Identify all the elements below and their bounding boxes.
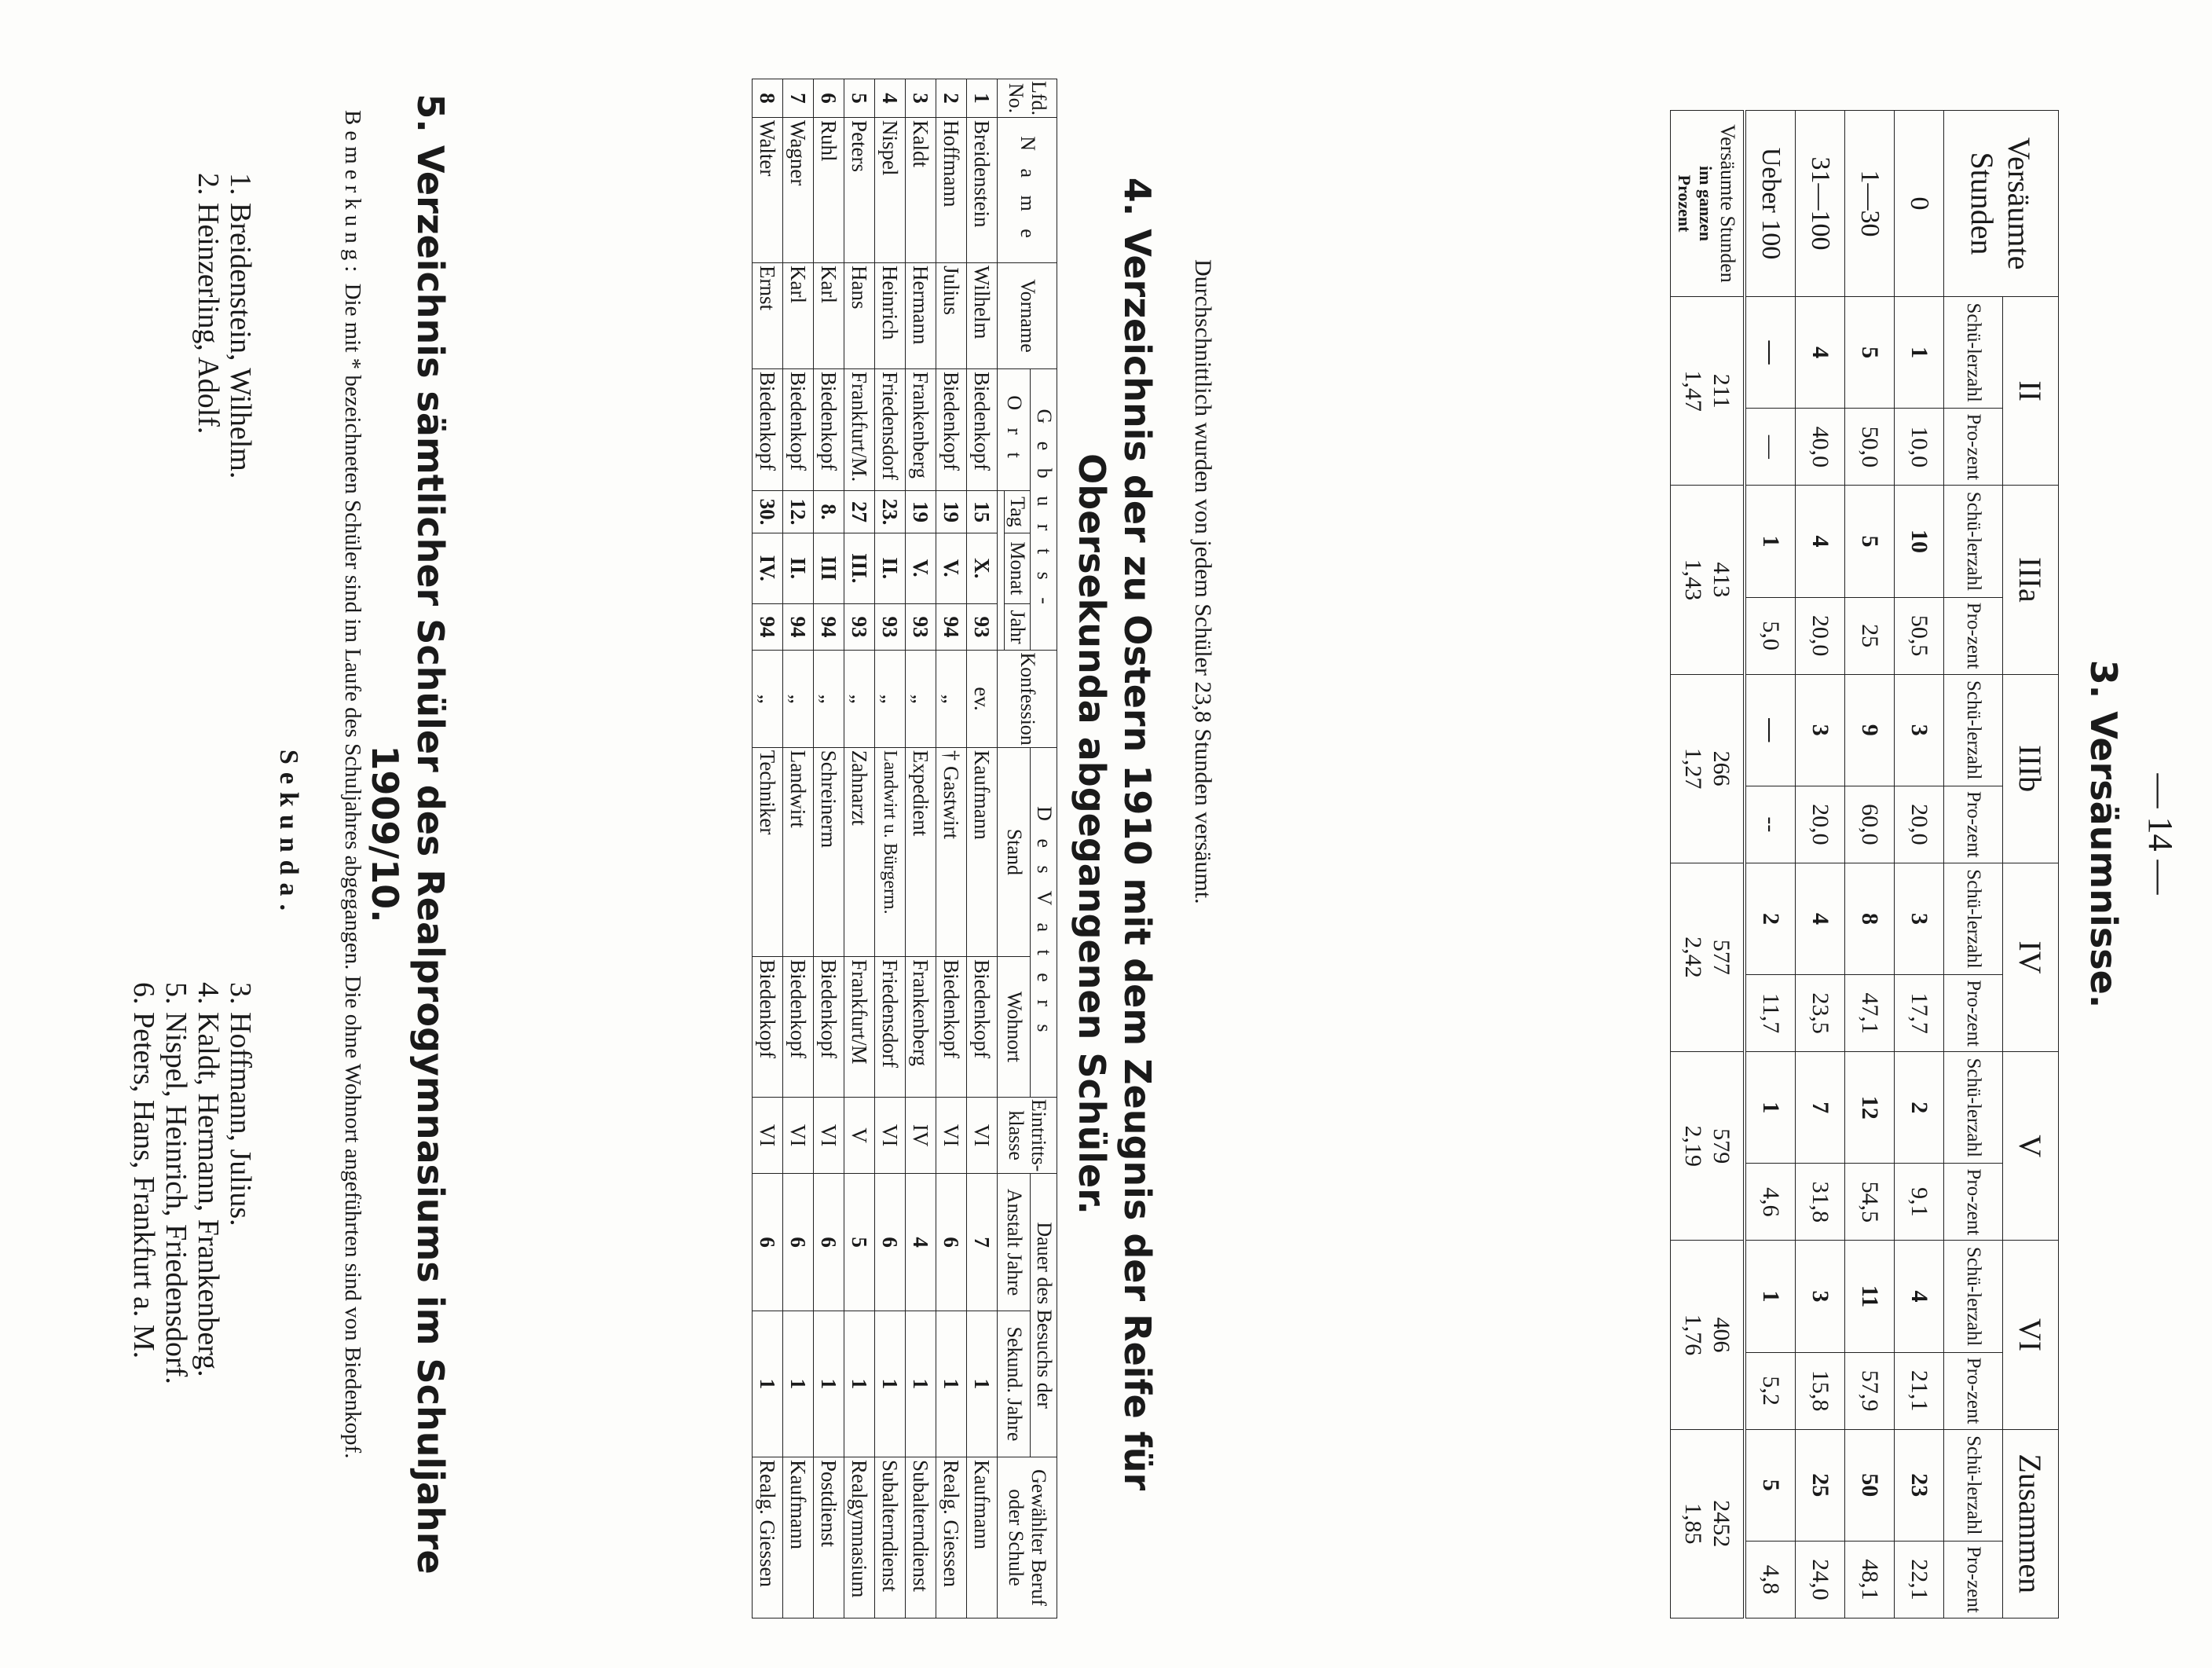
father-residence: Friedensdorf bbox=[874, 957, 905, 1098]
total-cell bbox=[1671, 674, 1745, 863]
remark-label: Bemerkung: bbox=[340, 110, 365, 278]
group-header: IV bbox=[2003, 863, 2059, 1051]
count-cell: 4 bbox=[1796, 863, 1845, 974]
count-cell: 23 bbox=[1895, 1429, 1944, 1541]
confession: „ bbox=[844, 651, 874, 747]
percent-cell: 22,1 bbox=[1895, 1541, 1944, 1618]
confession: „ bbox=[874, 651, 905, 747]
father-header: D e s V a t e r s bbox=[1031, 747, 1057, 1097]
count-cell: 3 bbox=[1796, 674, 1845, 786]
row-number: 1 bbox=[966, 79, 997, 118]
count-cell: 50 bbox=[1845, 1429, 1895, 1541]
percent-subheader: Pro-zent bbox=[1944, 786, 2003, 863]
absence-row bbox=[1845, 111, 1895, 1619]
percent-cell: 31,8 bbox=[1796, 1164, 1845, 1241]
percent-cell: 20,0 bbox=[1895, 786, 1944, 863]
entry-class: VI bbox=[752, 1097, 782, 1173]
years-sekunda: 1 bbox=[966, 1311, 997, 1457]
entry-class: VI bbox=[874, 1097, 905, 1173]
percent-cell: 11,7 bbox=[1745, 975, 1796, 1052]
birth-place: Biedenkopf bbox=[813, 369, 844, 491]
group-header: IIIa bbox=[2003, 486, 2059, 674]
first-name: Karl bbox=[813, 263, 844, 369]
absence-header-row bbox=[2003, 111, 2059, 1619]
graduate-row bbox=[936, 79, 966, 1619]
student-entry: 3. Hoffmann, Julius. bbox=[224, 982, 257, 1226]
monat-header: Monat bbox=[1004, 533, 1031, 603]
father-residence: Biedenkopf bbox=[782, 957, 813, 1098]
chosen-career: Subalterndienst bbox=[874, 1457, 905, 1619]
percent-cell: 4,6 bbox=[1745, 1164, 1796, 1241]
absence-row bbox=[1895, 111, 1944, 1619]
graduates-table bbox=[752, 79, 1057, 1619]
father-residence: Biedenkopf bbox=[936, 957, 966, 1098]
percent-cell: 25 bbox=[1845, 597, 1895, 674]
father-residence: Biedenkopf bbox=[752, 957, 782, 1098]
count-cell: 1 bbox=[1745, 486, 1796, 597]
chosen-career: Subalterndienst bbox=[905, 1457, 936, 1619]
row-label: Ueber 100 bbox=[1745, 111, 1796, 297]
chosen-career: Realgymnasium bbox=[844, 1457, 874, 1619]
row-number: 7 bbox=[782, 79, 813, 118]
years-school: 6 bbox=[782, 1174, 813, 1311]
first-name: Wilhelm bbox=[966, 263, 997, 369]
total-percent: 2,19 bbox=[1680, 1125, 1706, 1167]
totals-label bbox=[1671, 111, 1745, 297]
percent-cell: 47,1 bbox=[1845, 975, 1895, 1052]
stand-header: Stand bbox=[997, 747, 1031, 956]
student-name: Peters bbox=[844, 118, 874, 263]
years-sekunda: 1 bbox=[752, 1311, 782, 1457]
first-name: Hermann bbox=[905, 263, 936, 369]
count-cell: 1 bbox=[1745, 1241, 1796, 1352]
group-header: Zusammen bbox=[2003, 1429, 2059, 1618]
student-entry: 6. Peters, Hans, Frankfurt a. M. bbox=[126, 982, 160, 1359]
graduate-row bbox=[813, 79, 844, 1619]
years-school: 6 bbox=[874, 1174, 905, 1311]
total-cell bbox=[1671, 1052, 1745, 1241]
count-cell: 2 bbox=[1745, 863, 1796, 974]
first-name: Julius bbox=[936, 263, 966, 369]
graduate-row bbox=[966, 79, 997, 1619]
birth-place: Biedenkopf bbox=[782, 369, 813, 491]
totals-sub-a: im ganzen bbox=[1695, 166, 1716, 241]
birth-place: Frankfurt/M. bbox=[844, 369, 874, 491]
father-occupation: Expedient bbox=[905, 747, 936, 956]
years-sekunda: 1 bbox=[782, 1311, 813, 1457]
percent-cell: 4,8 bbox=[1745, 1541, 1796, 1618]
count-cell: 8 bbox=[1845, 863, 1895, 974]
entry-class: IV bbox=[905, 1097, 936, 1173]
count-cell: 5 bbox=[1845, 486, 1895, 597]
row-number: 8 bbox=[752, 79, 782, 118]
chosen-career: Realg. Giessen bbox=[936, 1457, 966, 1619]
group-header: VI bbox=[2003, 1241, 2059, 1429]
birth-year: 94 bbox=[752, 603, 782, 651]
birth-place: Biedenkopf bbox=[936, 369, 966, 491]
sekund-header: Sekund. Jahre bbox=[997, 1311, 1031, 1457]
years-sekunda: 1 bbox=[874, 1311, 905, 1457]
first-name: Karl bbox=[782, 263, 813, 369]
graduate-row bbox=[905, 79, 936, 1619]
birth-place: Biedenkopf bbox=[752, 369, 782, 491]
lfd-header: Lfd. No. bbox=[997, 79, 1057, 118]
group-header: IIIb bbox=[2003, 674, 2059, 863]
konf-header: Konfession bbox=[997, 651, 1057, 747]
section-5-title: 5. Verzeichnis sämtlicher Schüler des Realprogymnasiums im Schuljahre 1909/10. bbox=[364, 93, 452, 1575]
percent-cell: 5,2 bbox=[1745, 1352, 1796, 1429]
years-sekunda: 1 bbox=[905, 1311, 936, 1457]
total-hours: 211 bbox=[1708, 373, 1734, 409]
group-header: II bbox=[2003, 297, 2059, 486]
ort-header: O r t bbox=[997, 369, 1031, 491]
wohnort-header: Wohnort bbox=[997, 957, 1031, 1098]
total-percent: 1,85 bbox=[1680, 1503, 1706, 1545]
confession: „ bbox=[752, 651, 782, 747]
percent-cell: 20,0 bbox=[1796, 786, 1845, 863]
absence-totals-row bbox=[1671, 111, 1745, 1619]
row-number: 3 bbox=[905, 79, 936, 118]
count-subheader: Schü-lerzahl bbox=[1944, 297, 2003, 409]
row-label: 0 bbox=[1895, 111, 1944, 297]
total-hours: 577 bbox=[1708, 939, 1734, 975]
total-cell bbox=[1671, 1429, 1745, 1618]
father-residence: Frankenberg bbox=[905, 957, 936, 1098]
percent-subheader: Pro-zent bbox=[1944, 1541, 2003, 1618]
totals-label-text: Versäumte Stunden bbox=[1716, 124, 1739, 283]
percent-subheader: Pro-zent bbox=[1944, 409, 2003, 486]
row-number: 2 bbox=[936, 79, 966, 118]
father-occupation: Landwirt u. Bürgerm. bbox=[874, 747, 905, 956]
total-cell bbox=[1671, 1241, 1745, 1429]
confession: „ bbox=[936, 651, 966, 747]
student-name: Breidenstein bbox=[966, 118, 997, 263]
student-name: Hoffmann bbox=[936, 118, 966, 263]
father-occupation: Techniker bbox=[752, 747, 782, 956]
count-cell: 3 bbox=[1796, 1241, 1845, 1352]
percent-cell: 48,1 bbox=[1845, 1541, 1895, 1618]
birth-day: 27 bbox=[844, 491, 874, 533]
birth-day: 8. bbox=[813, 491, 844, 533]
percent-cell: 54,5 bbox=[1845, 1164, 1895, 1241]
birth-year: 93 bbox=[874, 603, 905, 651]
total-hours: 2452 bbox=[1708, 1500, 1734, 1548]
count-cell: 9 bbox=[1845, 674, 1895, 786]
count-cell: 10 bbox=[1895, 486, 1944, 597]
graduate-row bbox=[752, 79, 782, 1619]
percent-cell: 17,7 bbox=[1895, 975, 1944, 1052]
count-cell: 12 bbox=[1845, 1052, 1895, 1164]
years-school: 6 bbox=[752, 1174, 782, 1311]
section-4-title: 4. Verzeichnis der zu Ostern 1910 mit dem Zeugnis der Reife für Obersekunda abgegangenen Schüler. bbox=[1071, 177, 1159, 1491]
student-entry: 1. Breidenstein, Wilhelm. bbox=[224, 173, 257, 479]
birth-month: V. bbox=[936, 533, 966, 603]
count-subheader: Schü-lerzahl bbox=[1944, 1429, 2003, 1541]
birth-month: IV. bbox=[752, 533, 782, 603]
confession: ev. bbox=[966, 651, 997, 747]
percent-subheader: Pro-zent bbox=[1944, 597, 2003, 674]
confession: „ bbox=[782, 651, 813, 747]
row-number: 6 bbox=[813, 79, 844, 118]
years-sekunda: 1 bbox=[936, 1311, 966, 1457]
row-label: 31—100 bbox=[1796, 111, 1845, 297]
years-sekunda: 1 bbox=[813, 1311, 844, 1457]
birth-day: 30. bbox=[752, 491, 782, 533]
count-cell: 2 bbox=[1895, 1052, 1944, 1164]
count-cell: 3 bbox=[1895, 674, 1944, 786]
birth-place: Frankenberg bbox=[905, 369, 936, 491]
percent-subheader: Pro-zent bbox=[1944, 1352, 2003, 1429]
percent-cell: 21,1 bbox=[1895, 1352, 1944, 1429]
student-list-right bbox=[127, 982, 256, 1384]
count-subheader: Schü-lerzahl bbox=[1944, 863, 2003, 974]
first-name: Heinrich bbox=[874, 263, 905, 369]
father-residence: Frankfurt/M bbox=[844, 957, 874, 1098]
row-number: 4 bbox=[874, 79, 905, 118]
count-cell: 4 bbox=[1895, 1241, 1944, 1352]
tag-header: Tag bbox=[1004, 491, 1031, 533]
percent-subheader: Pro-zent bbox=[1944, 1164, 2003, 1241]
student-entry: 2. Heinzerling, Adolf. bbox=[191, 173, 225, 434]
percent-cell: 50,0 bbox=[1845, 409, 1895, 486]
father-residence: Biedenkopf bbox=[966, 957, 997, 1098]
birth-header: G e b u r t s - bbox=[1031, 369, 1057, 651]
percent-cell: 60,0 bbox=[1845, 786, 1895, 863]
father-occupation: Schreinerm bbox=[813, 747, 844, 956]
graduate-row bbox=[844, 79, 874, 1619]
beruf-header: Gewählter Beruf oder Schule bbox=[997, 1457, 1057, 1619]
count-subheader: Schü-lerzahl bbox=[1944, 486, 2003, 597]
percent-cell: 20,0 bbox=[1796, 597, 1845, 674]
student-name: Nispel bbox=[874, 118, 905, 263]
count-cell: 11 bbox=[1845, 1241, 1895, 1352]
chosen-career: Kaufmann bbox=[966, 1457, 997, 1619]
birth-month: V. bbox=[905, 533, 936, 603]
sekunda-title: Sekunda. bbox=[274, 749, 303, 919]
count-subheader: Schü-lerzahl bbox=[1944, 1241, 2003, 1352]
remark-text: Die mit * bezeichneten Schüler sind im Laufe des Schuljahres abgegangen. Die ohne Wohnort angeführten sind von Biedenkopf. bbox=[340, 283, 365, 1459]
father-residence: Biedenkopf bbox=[813, 957, 844, 1098]
count-cell: — bbox=[1745, 674, 1796, 786]
graduate-row bbox=[874, 79, 905, 1619]
graduates-body bbox=[752, 79, 997, 1619]
birth-month: III bbox=[813, 533, 844, 603]
jahr-header: Jahr bbox=[1004, 603, 1031, 651]
count-subheader: Schü-lerzahl bbox=[1944, 1052, 2003, 1164]
birth-month: III. bbox=[844, 533, 874, 603]
birth-year: 94 bbox=[813, 603, 844, 651]
student-name: Kaldt bbox=[905, 118, 936, 263]
entry-class: VI bbox=[966, 1097, 997, 1173]
total-hours: 579 bbox=[1708, 1128, 1734, 1164]
percent-cell: 9,1 bbox=[1895, 1164, 1944, 1241]
total-hours: 406 bbox=[1708, 1317, 1734, 1353]
absence-row bbox=[1796, 111, 1845, 1619]
student-name: Ruhl bbox=[813, 118, 844, 263]
count-cell: 7 bbox=[1796, 1052, 1845, 1164]
student-entry: 4. Kaldt, Hermann, Frankenberg. bbox=[191, 982, 225, 1377]
percent-cell: 50,5 bbox=[1895, 597, 1944, 674]
vorname-header: Vorname bbox=[997, 263, 1057, 369]
percent-cell: -- bbox=[1745, 786, 1796, 863]
confession: „ bbox=[813, 651, 844, 747]
chosen-career: Realg. Giessen bbox=[752, 1457, 782, 1619]
graduates-header-row-1 bbox=[1031, 79, 1057, 1619]
count-cell: 5 bbox=[1745, 1429, 1796, 1541]
total-percent: 2,42 bbox=[1680, 937, 1706, 978]
birth-year: 93 bbox=[905, 603, 936, 651]
birth-year: 94 bbox=[936, 603, 966, 651]
years-school: 6 bbox=[936, 1174, 966, 1311]
birth-year: 94 bbox=[782, 603, 813, 651]
total-cell bbox=[1671, 486, 1745, 674]
total-percent: 1,27 bbox=[1680, 747, 1706, 790]
father-occupation: Zahnarzt bbox=[844, 747, 874, 956]
birth-month: X. bbox=[966, 533, 997, 603]
confession: „ bbox=[905, 651, 936, 747]
total-cell bbox=[1671, 863, 1745, 1051]
anstalt-header: Anstalt Jahre bbox=[997, 1174, 1031, 1311]
total-percent: 1,47 bbox=[1680, 370, 1706, 412]
section-3-title: 3. Versäumnisse. bbox=[2082, 659, 2125, 1009]
chosen-career: Postdienst bbox=[813, 1457, 844, 1619]
years-school: 7 bbox=[966, 1174, 997, 1311]
chosen-career: Kaufmann bbox=[782, 1457, 813, 1619]
entry-class: VI bbox=[813, 1097, 844, 1173]
percent-subheader: Pro-zent bbox=[1944, 975, 2003, 1052]
total-hours: 413 bbox=[1708, 562, 1734, 598]
birth-year: 93 bbox=[844, 603, 874, 651]
eintritt-header: Eintritts-klasse bbox=[997, 1097, 1057, 1173]
percent-cell: 10,0 bbox=[1895, 409, 1944, 486]
remark bbox=[339, 110, 366, 1603]
page-number: — 14 — bbox=[2141, 773, 2180, 895]
total-percent: 1,76 bbox=[1680, 1314, 1706, 1356]
student-entry: 5. Nispel, Heinrich, Friedensdorf. bbox=[159, 982, 192, 1384]
percent-cell: 24,0 bbox=[1796, 1541, 1845, 1618]
years-sekunda: 1 bbox=[844, 1311, 874, 1457]
percent-cell: 15,8 bbox=[1796, 1352, 1845, 1429]
total-percent: 1,43 bbox=[1680, 559, 1706, 601]
birth-month: II. bbox=[782, 533, 813, 603]
percent-cell: — bbox=[1745, 409, 1796, 486]
absence-subheader-row bbox=[1944, 111, 2003, 1619]
entry-class: VI bbox=[782, 1097, 813, 1173]
first-name: Ernst bbox=[752, 263, 782, 369]
student-list-left bbox=[192, 173, 256, 478]
hours-header: Versäumte Stunden bbox=[1944, 111, 2059, 297]
student-name: Wagner bbox=[782, 118, 813, 263]
count-cell: 5 bbox=[1845, 297, 1895, 409]
count-cell: 4 bbox=[1796, 297, 1845, 409]
birth-day: 19 bbox=[905, 491, 936, 533]
percent-cell: 23,5 bbox=[1796, 975, 1845, 1052]
name-header: N a m e bbox=[997, 118, 1057, 263]
birth-place: Friedensdorf bbox=[874, 369, 905, 491]
years-school: 4 bbox=[905, 1174, 936, 1311]
count-cell: — bbox=[1745, 297, 1796, 409]
father-occupation: † Gastwirt bbox=[936, 747, 966, 956]
count-cell: 1 bbox=[1745, 1052, 1796, 1164]
birth-year: 93 bbox=[966, 603, 997, 651]
years-school: 5 bbox=[844, 1174, 874, 1311]
birth-day: 19 bbox=[936, 491, 966, 533]
father-occupation: Landwirt bbox=[782, 747, 813, 956]
total-cell bbox=[1671, 297, 1745, 486]
average-note: Durchschnittlich wurden von jedem Schüler 23,8 Stunden versäumt. bbox=[1190, 259, 1216, 904]
count-cell: 4 bbox=[1796, 486, 1845, 597]
graduate-row bbox=[782, 79, 813, 1619]
absence-row bbox=[1745, 111, 1796, 1619]
father-occupation: Kaufmann bbox=[966, 747, 997, 956]
birth-day: 23. bbox=[874, 491, 905, 533]
first-name: Hans bbox=[844, 263, 874, 369]
student-name: Walter bbox=[752, 118, 782, 263]
totals-sub-b: Prozent bbox=[1675, 174, 1695, 233]
percent-cell: 5,0 bbox=[1745, 597, 1796, 674]
count-cell: 25 bbox=[1796, 1429, 1845, 1541]
birth-day: 15 bbox=[966, 491, 997, 533]
count-cell: 3 bbox=[1895, 863, 1944, 974]
count-cell: 1 bbox=[1895, 297, 1944, 409]
absence-body bbox=[1745, 111, 1944, 1619]
entry-class: V bbox=[844, 1097, 874, 1173]
group-header: V bbox=[2003, 1052, 2059, 1241]
percent-cell: 57,9 bbox=[1845, 1352, 1895, 1429]
absence-table bbox=[1670, 110, 2059, 1619]
count-subheader: Schü-lerzahl bbox=[1944, 674, 2003, 786]
birth-month: II. bbox=[874, 533, 905, 603]
entry-class: VI bbox=[936, 1097, 966, 1173]
dauer-header: Dauer des Besuchs der bbox=[1031, 1174, 1057, 1457]
row-label: 1—30 bbox=[1845, 111, 1895, 297]
birth-place: Biedenkopf bbox=[966, 369, 997, 491]
percent-cell: 40,0 bbox=[1796, 409, 1845, 486]
row-number: 5 bbox=[844, 79, 874, 118]
years-school: 6 bbox=[813, 1174, 844, 1311]
birth-day: 12. bbox=[782, 491, 813, 533]
total-hours: 266 bbox=[1708, 750, 1734, 786]
